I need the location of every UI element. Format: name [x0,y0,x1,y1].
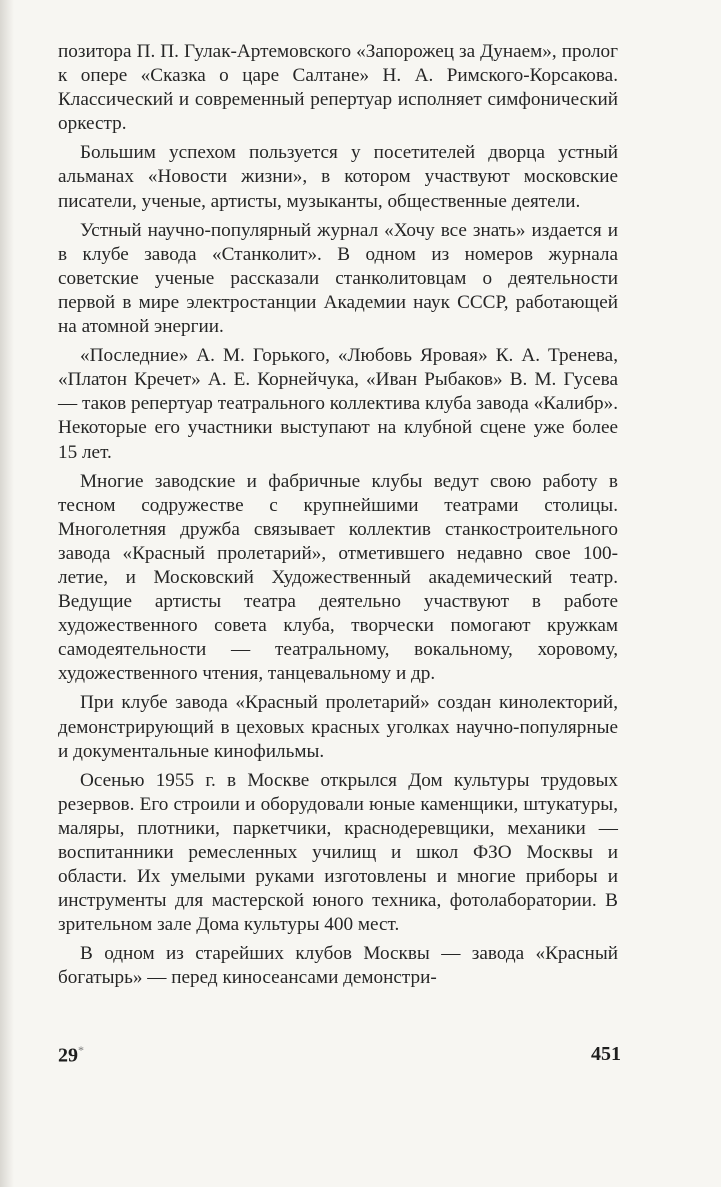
body-text [58,40,618,996]
page-binding-shadow [0,0,14,1187]
signature-mark [58,1043,84,1068]
page-footer [58,1043,621,1073]
paragraph-8: В одном из старейших клубов Москвы — завода «Красный богатырь» — перед киносеансами демонстри- [58,943,618,989]
paragraph-6: При клубе завода «Красный пролетарий» создан кинолекторий, демонстрирующий в цеховых красных уголках научно-популярные и документальные кинофильмы. [58,692,618,762]
signature-asterisk: * [78,1043,84,1057]
paragraph-2: Большим успехом пользуется у посетителей дворца устный альманах «Новости жизни», в котором участвуют московские писатели, ученые, артисты, музыканты, общественные деятели. [58,142,618,212]
paragraph-1: позитора П. П. Гулак-Артемовского «Запорожец за Дунаем», пролог к опере «Сказка о царе Салтане» Н. А. Римского-Корсакова. Классический и современный репертуар исполняет симфонический оркестр. [58,41,618,135]
paragraph-7: Осенью 1955 г. в Москве открылся Дом культуры трудовых резервов. Его строили и оборудовали юные каменщики, штукатуры, маляры, плотники, паркетчики, краснодеревщики, механики — воспитанники ремесленных училищ и школ ФЗО Москвы и области. Их умелыми руками изготовлены и многие приборы и инструменты для мастерской юного техника, фотолаборатории. В зрительном зале Дома культуры 400 мест. [58,769,618,936]
page-number: 451 [591,1043,621,1065]
paragraph-4: «Последние» А. М. Горького, «Любовь Яровая» К. А. Тренева, «Платон Кречет» А. Е. Корнейчука, «Иван Рыбаков» В. М. Гусева — таков репертуар театрального коллектива клуба завода «Калибр». Некоторые его участники выступают на клубной сцене уже более 15 лет. [58,345,618,463]
paragraph-5: Многие заводские и фабричные клубы ведут свою работу в тесном содружестве с крупнейшими театрами столицы. Многолетняя дружба связывает коллектив станкостроительного завода «Красный пролетарий», отметившего недавно свое 100-летие, и Московский Художественный академический театр. Ведущие артисты театра деятельно участвуют в работе художественного совета клуба, творчески помогают кружкам самодеятельности — театральному, вокальному, хоровому, художественного чтения, танцевальному и др. [58,470,618,685]
paragraph-3: Устный научно-популярный журнал «Хочу все знать» издается и в клубе завода «Станколит». В одном из номеров журнала советские ученые рассказали станколитовцам о деятельности первой в мире электростанции Академии наук СССР, работающей на атомной энергии. [58,219,618,338]
signature-number: 29 [58,1044,78,1067]
